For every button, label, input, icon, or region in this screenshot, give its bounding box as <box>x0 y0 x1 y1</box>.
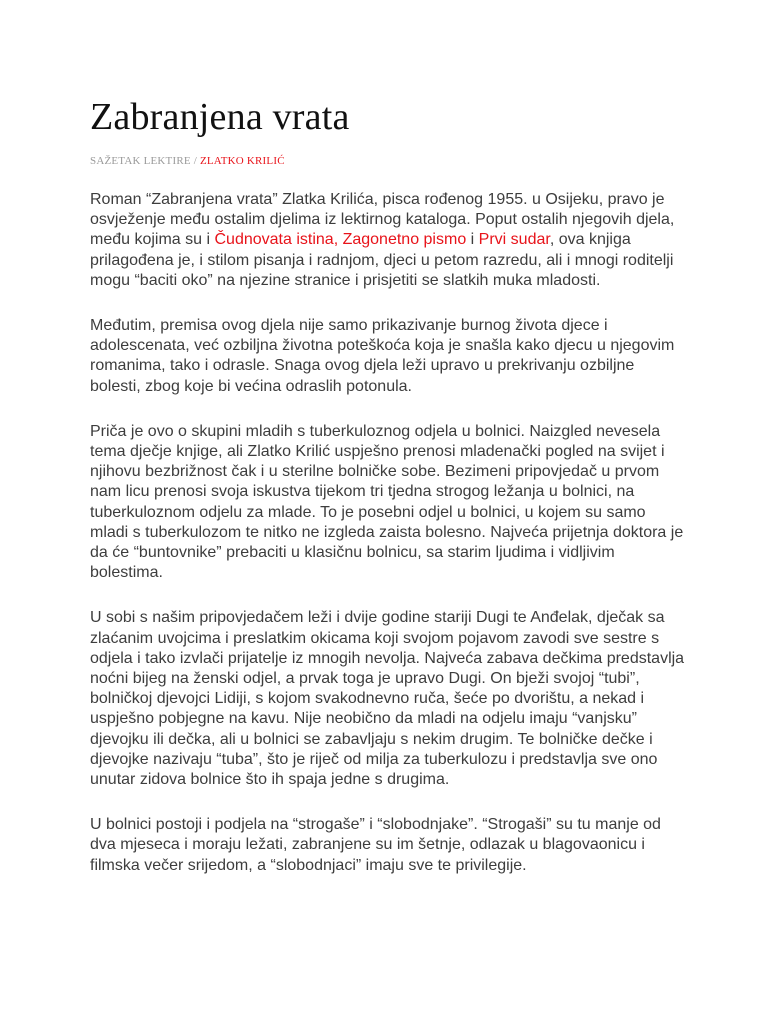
paragraph-4: U sobi s našim pripovjedačem leži i dvije godine stariji Dugi te Anđelak, dječak sa zlaćanim uvojcima i preslatkim okicama koji svojom pojavom zavodi sve sestre s odjela i tako izvlači prijatelje iz mnogih nevolja. Najveća zabava dečkima predstavlja noćni bijeg na ženski odjel, a prvak toga je upravo Dugi. On bježi svojoj “tubi”, bolničkoj djevojci Lidiji, s kojom svakodnevno ruča, šeće po dvorištu, a nekad i uspješno pobjegne na kavu. Nije neobično da mladi na odjelu imaju “vanjsku” djevojku ili dečka, ali u bolnici se zabavljaju s nekim drugim. Te bolničke dečke i djevojke nazivaju “tuba”, što je riječ od milja za tuberkulozu i predstavlja sve ono unutar zidova bolnice što ih spaja jedne s drugima. <box>90 609 685 789</box>
article-meta <box>90 154 688 168</box>
paragraph-3: Priča je ovo o skupini mladih s tuberkuloznog odjela u bolnici. Naizgled nevesela tema dječje knjige, ali Zlatko Krilić uspješno prenosi mladenački pogled na svijet i njihovu bezbrižnost čak i u sterilne bolničke sobe. Bezimeni pripovjedač u prvom nam licu prenosi svoja iskustva tijekom tri tjedna strogog ležanja u bolnici, na tuberkuloznom odjelu za mlade. To je posebni odjel u bolnici, u kojem su samo mladi s tuberkulozom te nitko ne izgleda zaista bolesno. Najveća prijetnja doktora je da će “buntovnike” prebaciti u klasičnu bolnicu, sa starim ljudima i vidljivim bolestima. <box>90 422 684 582</box>
paragraph-1-text-a: Roman “Zabranjena vrata” Zlatka Krilića, pisca rođenog 1955. u Osijeku, pravo je osvježenje među ostalim djelima iz lektirnog kataloga. Poput ostalih njegovih djela, među kojima su i <box>90 191 675 249</box>
book-link-prvi-sudar[interactable]: Prvi sudar <box>478 231 550 249</box>
paragraph-2: Međutim, premisa ovog djela nije samo prikazivanje burnog života djece i adolescenata, već ozbiljna životna poteškoća koja je snašla kako djecu u njegovim romanima, tako i odrasle. Snaga ovog djela leži upravo u prekrivanju ozbiljne bolesti, zbog koje bi većina odraslih potonula. <box>90 317 675 395</box>
book-link-cudnovata-zagonetno[interactable]: Čudnovata istina, Zagonetno pismo <box>214 231 467 249</box>
paragraph-5: U bolnici postoji i podjela na “strogaše” i “slobodnjake”. “Strogaši” su tu manje od dva mjeseca i moraju ležati, zabranjene su im šetnje, odlazak u blagovaonicu i filmska večer srijedom, a “slobodnjaci” imaju sve te privilegije. <box>90 816 661 874</box>
author-link[interactable]: ZLATKO KRILIĆ <box>199 155 285 167</box>
paragraph-1-text-b: i <box>466 231 479 249</box>
paragraph-1 <box>90 190 688 291</box>
meta-separator: / <box>190 155 200 167</box>
paragraph-1-text-c: , ova knjiga prilagođena je, i stilom pisanja i radnjom, djeci u petom razredu, ali i mnogi roditelji mogu “baciti oko” na njezine stranice i prisjetiti se slatkih muka mladosti. <box>90 231 674 289</box>
article-title: Zabranjena vrata <box>90 96 350 138</box>
category-label: SAŽETAK LEKTIRE <box>90 155 191 167</box>
article-body <box>90 190 688 876</box>
